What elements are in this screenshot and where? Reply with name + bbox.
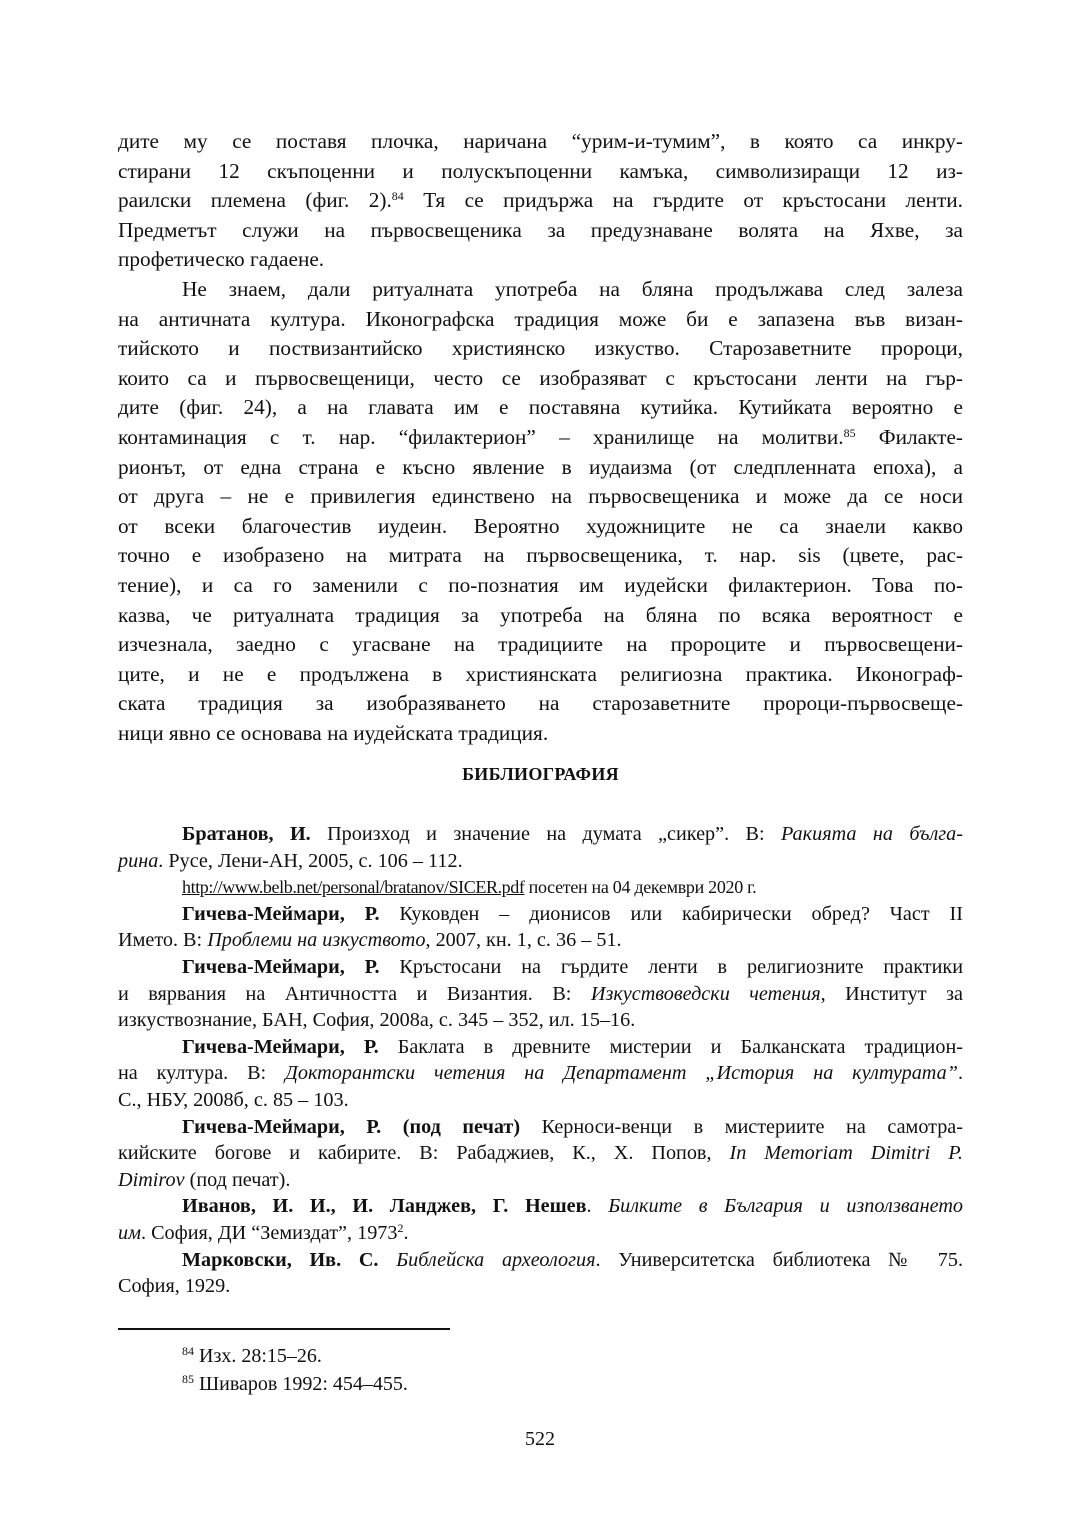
text-segment: ците, и не е продължена в християнската религиозна практика. Иконограф- — [118, 661, 963, 686]
text-segment: Библейска археология — [396, 1248, 596, 1271]
text-line — [118, 1087, 963, 1114]
text-segment: . — [403, 1221, 409, 1244]
text-line — [118, 630, 963, 660]
text-segment: Гичева-Меймари, Р. — [182, 1035, 379, 1058]
bibliography-entry — [118, 874, 963, 901]
text-line — [118, 821, 963, 848]
text-segment: рина — [118, 849, 159, 872]
text-segment: . — [586, 1195, 609, 1218]
text-line — [118, 216, 963, 246]
text-segment: контаминация с т. нар. “филактерион” – хранилище на молитви. — [118, 424, 844, 449]
text-segment: Билките в България и използването — [608, 1195, 963, 1218]
text-segment: Предметът служи на първосвещеника за предузнаване волята на Яхве, за — [118, 217, 963, 242]
bibliography-heading: БИБЛИОГРАФИЯ — [462, 764, 619, 784]
footnote-ref: 2 — [397, 1220, 404, 1235]
paragraph — [118, 275, 963, 749]
footnote-ref: 85 — [843, 425, 856, 440]
text-segment: Керноси-венци в мистериите на самотра- — [520, 1115, 963, 1138]
text-segment: които са и първосвещеници, често се изобразяват с кръстосани ленти на гър- — [118, 365, 963, 390]
text-segment: Проблеми на изкуството — [207, 929, 426, 952]
text-segment: им — [118, 1221, 141, 1244]
text-line — [118, 927, 963, 954]
text-segment: Филакте- — [855, 424, 964, 449]
text-segment: Марковски, Ив. С. — [182, 1248, 379, 1271]
text-segment: . Университетска библиотека № 75. — [595, 1248, 964, 1271]
text-segment: Името. В: — [118, 929, 208, 952]
text-line — [118, 512, 963, 542]
footnote-84: $^{84}$ Изх. 28:15–26. — [182, 1344, 322, 1367]
text-segment: Dimirov — [118, 1168, 185, 1191]
text-line — [118, 275, 963, 305]
text-segment: ници явно се основава на иудейската традиция. — [118, 720, 549, 745]
text-segment: , 2007, кн. 1, с. 36 – 51. — [425, 929, 622, 952]
text-segment — [378, 1249, 396, 1271]
text-segment: Не знаем, дали ритуалната употреба на бляна продължава след залеза — [182, 276, 963, 301]
text-line — [118, 601, 963, 631]
text-segment: раилски племена (фиг. 2). — [118, 188, 392, 213]
text-line — [118, 1273, 963, 1300]
text-segment: . — [957, 1062, 963, 1085]
text-segment: София, 1929. — [118, 1275, 231, 1298]
text-line — [118, 482, 963, 512]
text-segment: от друга – не е привилегия единствено на първосвещеника и може да се носи — [118, 484, 963, 509]
footnote-ref: 84 — [391, 189, 404, 204]
text-line — [118, 689, 963, 719]
text-line — [118, 423, 963, 453]
text-line — [118, 393, 963, 423]
text-line — [118, 1114, 963, 1141]
text-line — [118, 453, 963, 483]
text-segment: Братанов, И. — [182, 823, 311, 845]
text-segment: , Институт за — [820, 982, 963, 1005]
bibliography-entry — [118, 1034, 963, 1114]
text-segment: тийското и поствизантийско християнско изкуство. Старозаветните пророци, — [118, 336, 963, 361]
text-segment: и вярвания на Античността и Византия. В: — [118, 982, 591, 1005]
text-line — [118, 157, 963, 187]
bibliography-entry — [118, 821, 963, 874]
text-segment: дите му се поставя плочка, наричана “урим-и-тумим”, в която са инкру- — [118, 129, 963, 153]
text-line — [118, 334, 963, 364]
text-line — [118, 1193, 963, 1220]
text-segment: Произход и значение на думата „сикер”. В: — [310, 823, 781, 845]
text-segment: ската традиция за изобразяването на старозаветните пророци-първосвеще- — [118, 691, 963, 716]
text-segment: профетическо гадаене. — [118, 247, 325, 272]
footnotes — [182, 1342, 408, 1398]
text-segment: изкуствознание, БАН, София, 2008а, с. 345 – 352, ил. 15–16. — [118, 1009, 636, 1032]
text-segment: Гичева-Меймари, Р. (под печат) — [182, 1115, 521, 1138]
text-segment: кийските богове и кабирите. В: Рабаджиев, К., Х. Попов, — [118, 1142, 730, 1165]
text-line — [118, 245, 963, 275]
text-segment: . София, ДИ “Земиздат”, 1973 — [140, 1221, 398, 1244]
text-line — [118, 186, 963, 216]
url-link[interactable]: http://www.belb.net/personal/bratanov/SICER.pdf — [182, 877, 525, 898]
text-line — [118, 660, 963, 690]
text-line — [118, 981, 963, 1008]
bibliography-entry — [118, 901, 963, 954]
bibliography-entry — [118, 1247, 963, 1300]
text-line — [118, 1034, 963, 1061]
text-segment: стирани 12 скъпоценни и полускъпоценни камъка, символизиращи 12 из- — [118, 158, 963, 183]
text-line — [118, 1007, 963, 1034]
page-number: 522 — [525, 1428, 555, 1450]
text-segment: от всеки благочестив иудеин. Вероятно художниците не са знаели какво — [118, 513, 963, 538]
text-segment: посетен на 04 декември 2020 г. — [524, 877, 757, 898]
bibliography-entry — [118, 954, 963, 1034]
text-segment: Иванов, И. И., И. Ланджев, Г. Нешев — [182, 1195, 587, 1218]
text-segment: С., НБУ, 2008б, с. 85 – 103. — [118, 1088, 349, 1111]
text-segment: (под печат). — [184, 1168, 291, 1191]
text-line — [118, 305, 963, 335]
text-segment: на античната култура. Иконографска традиция може би е запазена във визан- — [118, 306, 963, 331]
text-segment: изчезнала, заедно с угасване на традициите на пророците и първосвещени- — [118, 632, 963, 657]
text-segment: In Memoriam Dimitri P. — [729, 1142, 963, 1165]
text-segment: точно е изобразено на митрата на първосвещеника, т. нар. sis (цвете, рас- — [118, 543, 963, 568]
text-segment: Гичева-Меймари, Р. — [182, 955, 380, 978]
body-text — [118, 127, 963, 748]
text-segment: на култура. В: — [118, 1062, 286, 1085]
text-line — [118, 1247, 963, 1274]
text-line — [118, 954, 963, 981]
text-line — [118, 874, 963, 901]
text-segment: Куковден – дионисов или кабирически обред? Част II — [379, 902, 963, 925]
text-segment: Докторантски четения на Департамент „История на културата” — [285, 1062, 958, 1085]
text-segment: тение), и са го заменили с по-познатия им иудейски филактерион. Това по- — [118, 572, 963, 597]
text-segment: рионът, от една страна е късно явление в иудаизма (от следпленната епоха), а — [118, 454, 963, 479]
text-segment: Гичева-Меймари, Р. — [182, 902, 380, 925]
text-line — [118, 719, 963, 749]
text-line — [118, 1220, 963, 1247]
text-line — [118, 364, 963, 394]
text-segment: Баклата в древните мистерии и Балканската традицион- — [378, 1035, 963, 1058]
bibliography-list — [118, 821, 963, 1300]
bibliography-entry — [118, 1114, 963, 1194]
bibliography-entry — [118, 1193, 963, 1246]
text-segment: Изкуствоведски четения — [590, 982, 821, 1005]
text-line — [118, 1140, 963, 1167]
footnote-85: $^{85}$ Шиваров 1992: 454–455. — [182, 1372, 408, 1395]
text-line — [118, 848, 963, 875]
paragraph — [118, 127, 963, 275]
text-line — [118, 901, 963, 928]
text-segment: Кръстосани на гърдите ленти в религиозните практики — [379, 955, 964, 978]
text-line — [118, 571, 963, 601]
footnote-divider — [118, 1328, 450, 1330]
text-segment: Ракията на бълга- — [781, 823, 963, 845]
text-segment: Тя се придържа на гърдите от кръстосани ленти. — [403, 188, 964, 213]
text-line — [118, 541, 963, 571]
text-line — [118, 127, 963, 157]
text-line — [118, 1167, 963, 1194]
text-segment: казва, че ритуалната традиция за употреба на бляна по всяка вероятност е — [118, 602, 963, 627]
text-segment: . Русе, Лени-АН, 2005, с. 106 – 112. — [158, 849, 463, 872]
text-segment: дите (фиг. 24), а на главата им е поставяна кутийка. Кутийката вероятно е — [118, 395, 963, 420]
text-line — [118, 1060, 963, 1087]
